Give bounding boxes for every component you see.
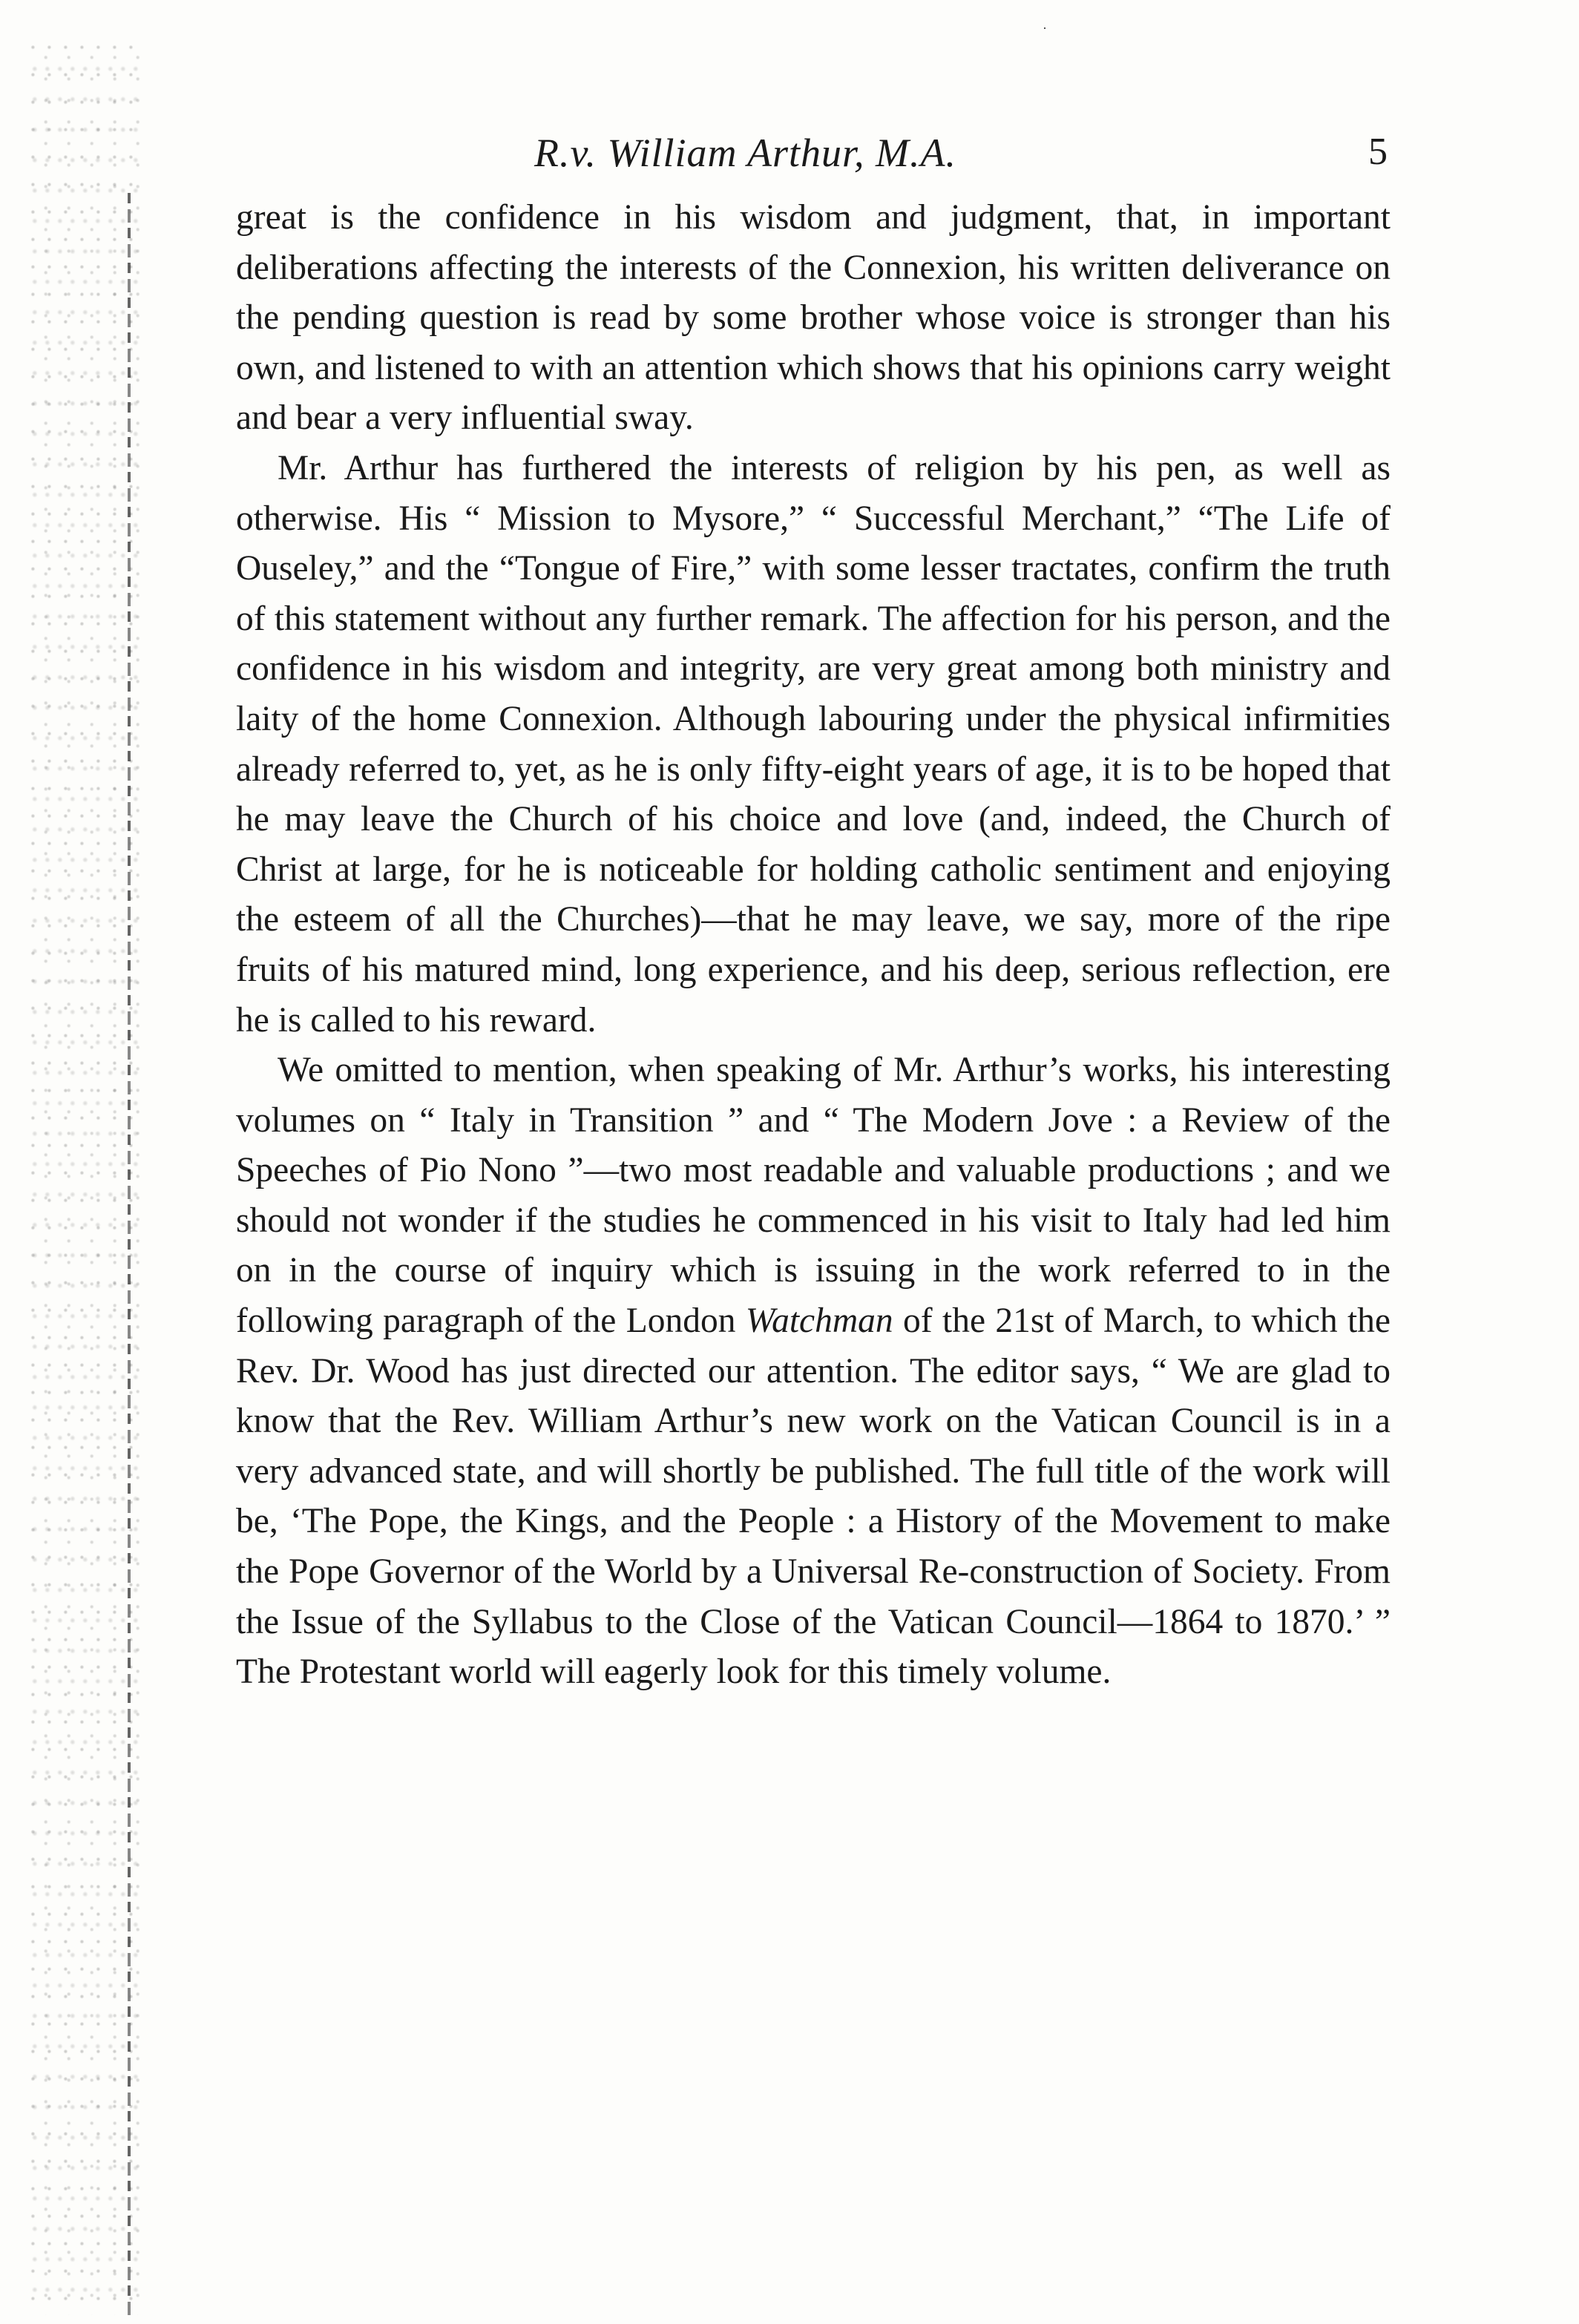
binding-edge-speckle	[30, 45, 141, 2315]
page-number: 5	[1368, 131, 1388, 173]
paragraph-1: great is the confidence in his wisdom and judgment, that, in important deliberations affecting the interests of the Connexion, his written deliverance on the pending question is read by some brother whose voice is stronger than his own, and listened to with an attention which shows that his opinions carry weight and bear a very influential sway.	[236, 198, 1391, 438]
running-title: R.v. William Arthur, M.A.	[534, 131, 956, 175]
binding-line	[128, 193, 131, 2315]
paragraph-2: Mr. Arthur has furthered the interests of religion by his pen, as well as otherwise. His “ Mission to Mysore,” “ Successful Merchant,” “The Life of Ouseley,” and the “Tongue of Fire,” with some lesser tractates, confirm the truth of this statement without any further remark. The affection for his person, and the confidence in his wisdom and integrity, are very great among both ministry and laity of the home Connexion. Although labouring under the physical infirmities already referred to, yet, as he is only fifty-eight years of age, it is to be hoped that he may leave the Church of his choice and love (and, indeed, the Church of Christ at large, for he is noticeable for holding catholic sentiment and enjoying the esteem of all the Churches)—that he may leave, we say, more of the ripe fruits of his matured mind, long experience, and his deep, serious reflection, ere he is called to his reward.	[236, 448, 1391, 1040]
paragraph-3-part-1: We omitted to mention, when speaking of Mr. Arthur’s works, his interesting volumes on “ Italy in Transition ” and “ The Modern Jove : a Review of the Speeches of Pio Nono ”—two most readable and valuable productions ; and we should not wonder if the studies he commenced in his visit to Italy had led him on in the course of inquiry which is issuing in the work referred to in the following paragraph of the London	[236, 1051, 1391, 1341]
paragraph-3-part-2: of the 21st of March, to which the Rev. Dr. Wood has just directed our attention. The editor says, “ We are glad to know that the Rev. William Arthur’s new work on the Vatican Council is in a very advanced state, and will shortly be published. The full title of the work will be, ‘The Pope, the Kings, and the People : a History of the Movement to make the Pope Governor of the World by a Universal Re-construction of Society. From the Issue of the Syllabus to the Close of the Vatican Council—1864 to 1870.’ ” The Protestant world will eagerly look for this timely volume.	[236, 1301, 1391, 1692]
paragraph-3	[236, 1046, 1391, 1698]
body-text	[236, 193, 1391, 1698]
page-header	[237, 130, 1388, 189]
watchman-title: Watchman	[745, 1301, 893, 1341]
print-speck: ·	[1043, 21, 1047, 36]
